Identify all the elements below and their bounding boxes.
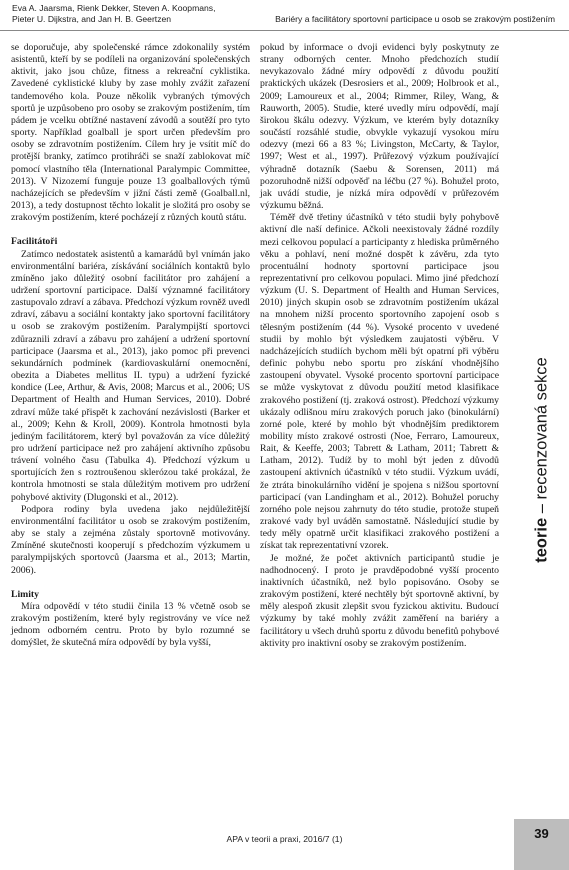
paragraph: Je možné, že počet aktivních participantů studie je nadhodnocený. I proto je pravděpodobné vyšší procento inaktivních účastníků, než bylo popisováno. Osoby se zrakovým postižení, které nechtěly být sportovně aktivní, by měly alespoň zkusit zlepšit svou fyzickou aktivitu. Budoucí výzkumy by také mohly zvážit zaměření na bariéry a facilitátory u všech druhů sportu z důvodu benefitů pohybové aktivity pro inaktivní osoby se zrakovým postižením. bbox=[260, 552, 499, 649]
footer-journal: APA v teorii a praxi, 2016/7 (1) bbox=[226, 834, 343, 844]
paragraph: pokud by informace o dvoji evidenci byly poskytnuty ze strany odborných center. Mnoho předchozích studií nevykazovalo žádné míry odpovědí z důvodu použití praktických ukázek (Desrosiers et al., 2009; Holbrook et al., 2009; Lamoureux et al., 2004; Rimmer, Riley, Wang, & Rauworth, 2005). Studie, které uvedly míru odpovědí, mají širokou škálu odezvy. Výzkum, ve kterém byly dotazníky součástí rozsáhlé studie, obvykle vykazují vysokou míru odezvy (mezi 66 a 83 %; Livingston, McCarty, & Taylor, 1997; West et al., 1997). Průřezový výzkum používající výhradně dotazník (Saebu & Sorensen, 2011) má pozoruhodně nižší odpověď na léčbu (27 %). Bohužel proto, jak uvádí studie, je nízká míra odpovědí v průřezovém výzkumu běžná. bbox=[260, 42, 499, 212]
section-heading-limits: Limity bbox=[11, 588, 39, 600]
header-authors-line1: Eva A. Jaarsma, Rienk Dekker, Steven A. Koopmans, bbox=[12, 3, 216, 13]
left-column bbox=[11, 42, 250, 650]
header-authors-line2: Pieter U. Dijkstra, and Jan H. B. Geertzen bbox=[12, 14, 172, 24]
sidebar-dash: – bbox=[532, 499, 551, 518]
header-running-title: Bariéry a facilitátory sportovní participace u osob se zrakovým postižením bbox=[275, 14, 555, 24]
paragraph: Zatímco nedostatek asistentů a kamarádů byl vnímán jako environmentální bariéra, získávání sociálních kontaktů bylo zmíněno jako důležitý osobní facilitátor pro zahájení a udržení sportovní participace. Další významné facilitátory zastupovalo zdraví a zábava. Předchozí výzkum rovněž uvedl zdraví, zábavu a sociální kontakty jako sportovní facilitátory u osob se zrakovým postižením. Paralympijští sportovci zdůraznili zdraví a zábavu pro zahájení a udržení sportovní participace (Jaarsma et al., 2013), jako pomoc při prevenci sekundárních podmínek (kardiovaskulární onemocnění, obezita a Diabetes mellitus II. typu) a udržení fyzické kondice (Lee, Arthur, & Avis, 2008; Marcus et al., 2006; US Department of Health and Human Services, 2010). Dobré zdraví může také přispět k zachování nezávislosti (Barker et al., 2009; Kehn & Kroll, 2009). Kontrola hmotnosti byla jediným facilitátorem, který byl považován za více důležitý pro udržení participace než pro zahájení aktivního způsobu trávení volného času (Tabulka 4). Předchozí výzkum u sportujících žen s roztroušenou sklerózou také prokázal, že kontrola hmotnosti se stala důležitým motivem pro udržení pohybové aktivity (Dlugonski et al., 2012). bbox=[11, 248, 250, 503]
header-divider bbox=[0, 30, 569, 31]
right-column bbox=[260, 42, 499, 650]
page-number: 39 bbox=[534, 826, 549, 841]
paragraph: Téměř dvě třetiny účastníků v této studii byly pohybově aktivní dle naší definice. Ačkoli neexistovaly žádné rozdíly mezi celkovou populací a participanty z hlediska průměrného věku a pohlaví, není možné dospět k závěru, zda tyto procentuální hodnoty sportovní participace jsou reprezentativní pro celkovou populaci. Mimo jiné předchozí výzkum (U. S. Department of Health and Human Services, 2010) jiných skupin osob se zdravotním postižením ukázal na mnohem nižší procento sportovního zapojení osob s tělesným postižením (44 %). Vysoké procento v uvedené studii by mohlo být výsledkem zaujatosti výběru. V nadcházejících studiích bychom měli být opatrní při výběru definic pohybu nebo sportu pro získání vhodnějšího zastoupení obyvatel. Vysoké procento sportovní participace se může vyskytovat z důvodu použití metod klasifikace zrakového postižení (tj. zraková ostrost). Předchozí výzkumy ukázaly odlišnou míru zrakových poruch jako (binokulární) zorné pole, které by mohlo být vhodnějším prediktorem mobility místo zrakové ostrosti (Noe, Ferraro, Lamoureux, Rait, & Keeffe, 2003; Tabrett & Latham, 2011; Tabrett & Latham, 2012). Tudíž by to mohl být jeden z důvodů zastoupení aktivních účastníků v této studii. Výzkum uvádí, že ztráta binokulárního vidění je spojena s nižšou sportovní participací (van Landingham et al., 2012). Bohužel poruchy zorného pole nejsou zahrnuty do této studie, protože stupeň zrakové vady byl uváděn samostatně. Následující studie by tedy měly opatrně určit klasifikaci zrakového postižení a získat tak reprezentativní vzorek. bbox=[260, 212, 499, 552]
section-heading-facilitators: Facilitátoři bbox=[11, 236, 58, 248]
paragraph: Míra odpovědí v této studii činila 13 % včetně osob se zrakovým postižením, které byly registrovány ve více než jednom odborném centru. Proto by bylo rozumné se domýšlet, že skutečná míra odpovědí by byla vyšší, bbox=[11, 600, 250, 649]
sidebar-section-rest: recenzovaná sekce bbox=[532, 357, 551, 500]
header-authors bbox=[12, 3, 215, 25]
paragraph: se doporučuje, aby společenské rámce zdokonalily systém asistentů, kteří by se podíleli na organizování společenských aktivit, jako jsou chůze, fitness a rekreační cyklistika. Zavedené cyklistické kluby by zase mohly zvážit zařazení tandemového kola. Pouze několik vybraných týmových sportů je uzpůsobeno pro osoby se zrakovým postižením, tím pádem je vcelku obtížné nastavení závodů a soutěží pro tyto sporty. Například goalball je sport určen především pro osoby se zdravotním postižením. Cílem hry je vsítit míč do protější branky, zatímco protihráči se snaží zablokovat míč pomocí vlastního těla (International Paralympic Committee, 2013). V Nizozemí funguje pouze 13 goalballových týmů nacházejících se především v jižní části země (Goalball.nl, 2013), a tedy dostupnost těchto lokalit je složitá pro osoby se zrakovým postižením, které pocházejí z různých koutů státu. bbox=[11, 42, 250, 224]
section-sidebar-label bbox=[533, 357, 552, 562]
paragraph: Podpora rodiny byla uvedena jako nejdůležitější environmentální facilitátor u osob se zrakovým postižením, aby se staly a zejména zůstaly sportovně motivovány. Zmíněné skutečnosti kooperují s předchozím výzkumem u paralympijských sportovců (Jaarsma et al., 2013; Martin, 2006). bbox=[11, 503, 250, 576]
sidebar-section-word: teorie bbox=[532, 517, 551, 563]
